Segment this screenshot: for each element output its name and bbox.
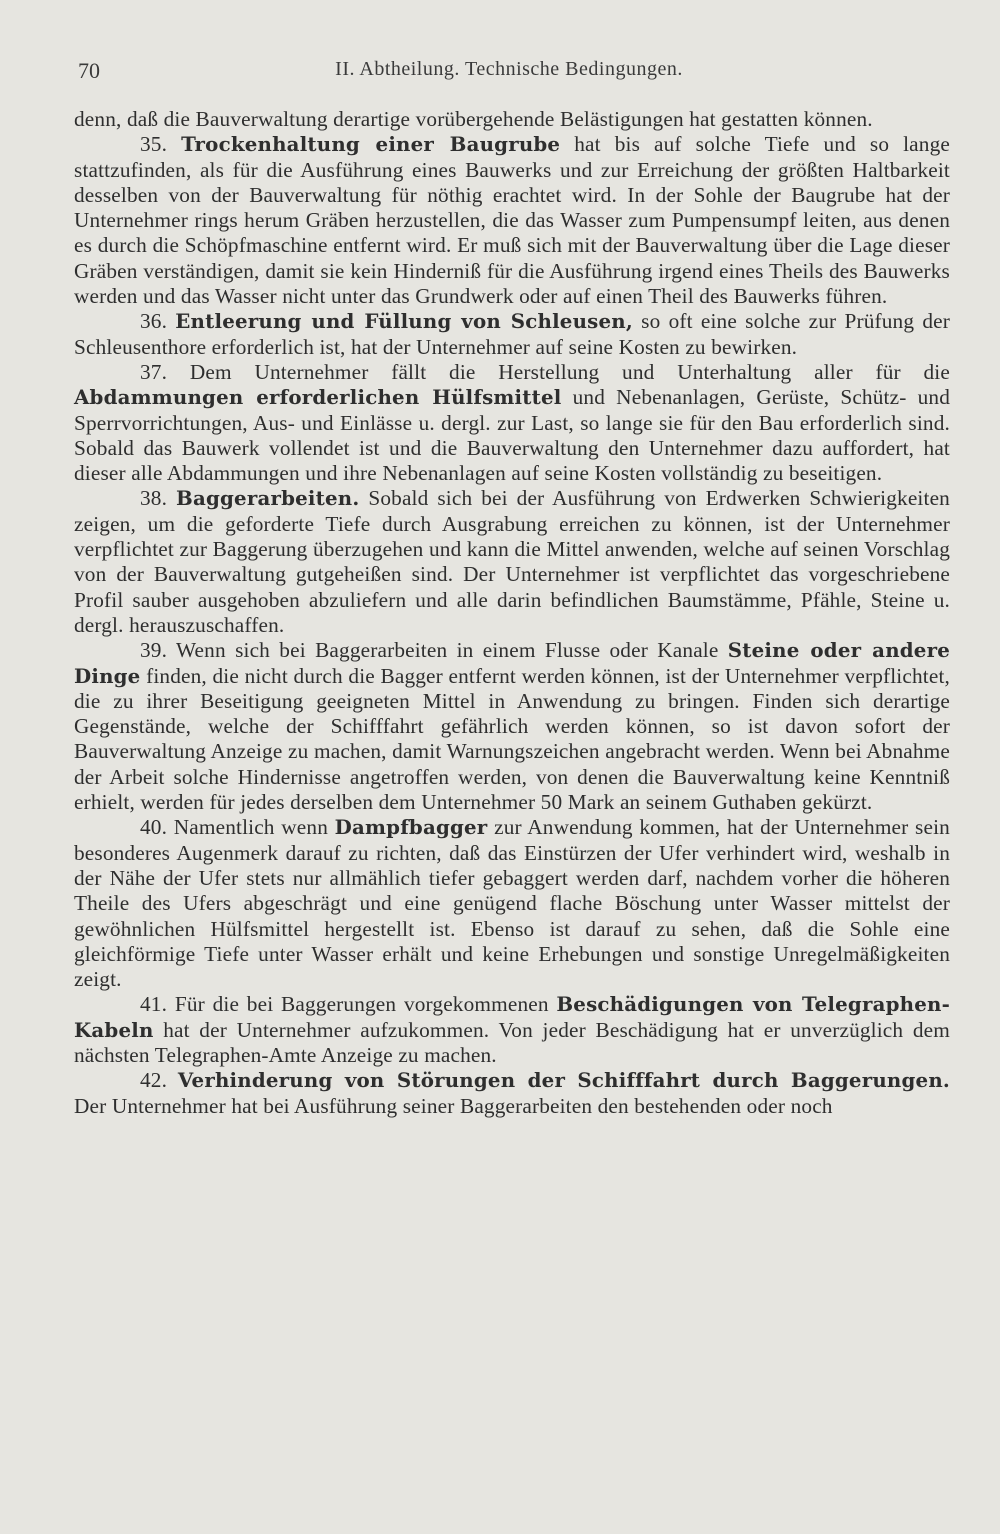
paragraph-number: 39. <box>140 638 168 663</box>
paragraph-number: 38. <box>140 486 168 511</box>
paragraph-36 <box>74 309 950 360</box>
running-title: II. Abtheilung. Technische Bedingungen. <box>335 58 683 80</box>
body-text <box>74 107 950 1119</box>
paragraph-42 <box>74 1068 950 1119</box>
paragraph-number: 42. <box>140 1068 168 1093</box>
paragraph-number: 40. <box>140 815 168 840</box>
paragraph-41 <box>74 992 950 1068</box>
paragraph-heading: Dampfbagger <box>334 815 488 840</box>
paragraph-text: so oft eine solche zur Prüfung der Schleusenthore erforderlich ist, hat der Unternehmer auf seine Kosten zu bewirken. <box>74 309 950 359</box>
paragraph-text: Wenn sich bei Baggerarbeiten in einem Flusse oder Kanale <box>176 638 719 663</box>
paragraph-heading: Steine oder andere Dinge <box>74 638 950 688</box>
paragraph-text: Dem Unternehmer fällt die Herstellung und Unterhaltung aller für die <box>189 359 950 384</box>
paragraph-40 <box>74 815 950 992</box>
paragraph-text: hat der Unternehmer aufzukommen. Von jeder Beschädigung hat er unverzüglich dem nächsten Telegraphen-Amte Anzeige zu machen. <box>74 1017 950 1067</box>
paragraph-text: hat bis auf solche Tiefe und so lange stattzufinden, als für die Ausführung eines Bauwerks und zur Erreichung der größten Haltbarkeit desselben von der Bauverwaltung für nöthig erachtet wird. In der Sohle der Baugrube hat der Unternehmer rings herum Gräben herzustellen, die das Wasser zum Pumpensumpf leiten, aus denen es durch die Schöpfmaschine entfernt wird. Er muß sich mit der Bauverwaltung über die Lage dieser Gräben verständigen, damit sie kein Hinderniß für die Ausführung irgend eines Theils des Bauwerks werden und das Wasser nicht unter das Grundwerk oder auf einen Theil des Bauwerks führen. <box>74 132 950 309</box>
paragraph-text: Sobald sich bei der Ausführung von Erdwerken Schwierigkeiten zeigen, um die geforderte Tiefe durch Ausgrabung erreichen zu können, ist der Unternehmer verpflichtet zur Baggerung überzugehen und kann die Mittel anwenden, welche auf seinen Vorschlag von der Bauverwaltung gutgeheißen sind. Der Unternehmer ist verpflichtet das vorgeschriebene Profil sauber ausgehoben abzuliefern und alle darin befindlichen Baumstämme, Pfähle, Steine u. dergl. herauszuschaffen. <box>74 486 950 637</box>
paragraph-37 <box>74 360 950 486</box>
paragraph-text: und Nebenanlagen, Gerüste, Schütz- und Sperrvorrichtungen, Aus- und Einlässe u. dergl. zur Last, so lange sie für den Bau erforderlich sind. Sobald das Bauwerk vollendet ist und die Bauverwaltung den Unternehmer dazu auffordert, hat dieser alle Abdammungen und ihre Nebenanlagen auf seine Kosten vollständig zu beseitigen. <box>74 385 950 486</box>
paragraph-39 <box>74 638 950 815</box>
paragraph-heading: Baggerarbeiten. <box>176 486 360 511</box>
paragraph-text: Namentlich wenn <box>173 815 328 840</box>
page-number: 70 <box>78 58 100 83</box>
paragraph-heading: Trockenhaltung einer Baugrube <box>181 132 561 157</box>
paragraph-continued <box>74 107 950 132</box>
paragraph-number: 37. <box>140 359 168 384</box>
paragraph-text: finden, die nicht durch die Bagger entfernt werden können, ist der Unternehmer verpflichtet, die zu ihrer Beseitigung geeigneten Mittel in Anwendung zu bringen. Finden sich derartige Gegenstände, welche der Schifffahrt gefährlich werden können, so ist davon sofort der Bauverwaltung Anzeige zu machen, damit Warnungszeichen angebracht werden. Wenn bei Abnahme der Arbeit solche Hindernisse angetroffen werden, von denen die Bauverwaltung keine Kenntniß erhielt, werden für jedes derselben dem Unternehmer 50 Mark an seinem Guthaben gekürzt. <box>74 663 950 815</box>
paragraph-heading: Beschädigungen von Telegraphen-Kabeln <box>74 992 950 1042</box>
paragraph-35 <box>74 132 950 309</box>
page-header <box>74 58 944 88</box>
paragraph-heading: Abdammungen erforderlichen Hülfsmittel <box>74 385 562 410</box>
paragraph-38 <box>74 486 950 638</box>
paragraph-heading: Entleerung und Füllung von Schleusen, <box>175 309 633 334</box>
paragraph-heading: Verhinderung von Störungen der Schifffahrt durch Baggerungen. <box>177 1068 950 1093</box>
paragraph-text: zur Anwendung kommen, hat der Unternehmer sein besonderes Augenmerk darauf zu richten, daß das Einstürzen der Ufer verhindert wird, weshalb in der Nähe der Ufer stets nur allmählich tiefer gebaggert werden darf, nachdem vorher die höheren Theile des Ufers abgeschrägt und eine genügend flache Böschung unter Wasser mittelst der gewöhnlichen Hülfsmittel hergestellt ist. Ebenso ist darauf zu sehen, daß die Sohle eine gleichförmige Tiefe unter Wasser erhält und keine Erhebungen und sonstige Unregelmäßigkeiten zeigt. <box>74 815 950 992</box>
paragraph-number: 36. <box>140 309 168 334</box>
paragraph-text: Für die bei Baggerungen vorgekommenen <box>174 992 549 1017</box>
paragraph-text: Der Unternehmer hat bei Ausführung seiner Baggerarbeiten den bestehenden oder noch <box>74 1093 833 1118</box>
paragraph-number: 35. <box>140 132 168 157</box>
paragraph-number: 41. <box>140 992 168 1017</box>
paragraph-text: denn, daß die Bauverwaltung derartige vorübergehende Belästigungen hat gestatten können. <box>74 107 873 131</box>
